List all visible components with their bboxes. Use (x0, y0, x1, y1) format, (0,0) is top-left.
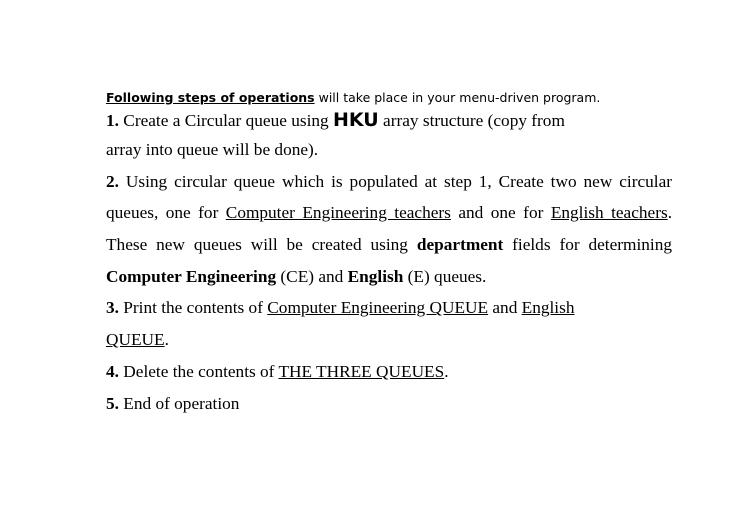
step2-text-a: Using circular queue which is populated at step 1, Create two new circular (118, 171, 672, 191)
step3-text-c: . (164, 330, 169, 350)
step1-line2 (106, 134, 672, 166)
step2-line1 (106, 166, 672, 198)
step2-line4 (106, 261, 672, 293)
step2-number: 2. (106, 171, 119, 191)
document-body (106, 89, 672, 419)
step1-line1 (106, 106, 672, 134)
step2-line2 (106, 197, 672, 229)
step1-number: 1. (106, 111, 119, 130)
english-word-link: English (521, 298, 575, 318)
step2-text-c: and one for (450, 203, 551, 223)
step2-text-h: (E) queues. (403, 266, 487, 286)
step1-text-c: array into queue will be done). (106, 140, 319, 159)
step5-number: 5. (106, 393, 119, 413)
intro-rest: will take place in your menu-driven program. (314, 90, 601, 105)
department-term: department (416, 235, 504, 255)
ce-bold-term: Computer Engineering (106, 266, 277, 286)
english-bold-term: English (347, 266, 404, 286)
step2-text-g: (CE) and (276, 266, 348, 286)
ce-teachers-link: Computer Engineering teachers (225, 203, 451, 223)
step1-text-b: array structure (copy from (378, 111, 565, 130)
step5-line (106, 388, 672, 420)
step2-line3 (106, 229, 672, 261)
step5-text-a: End of operation (118, 393, 240, 413)
hku-term: HKU (333, 109, 379, 131)
step4-number: 4. (106, 361, 119, 381)
step3-text-b: and (488, 298, 522, 318)
step3-line2 (106, 324, 672, 356)
step4-line (106, 356, 672, 388)
english-teachers-link: English teachers (550, 203, 668, 223)
step4-text-a: Delete the contents of (118, 361, 279, 381)
queue-word-link: QUEUE (106, 330, 165, 350)
three-queues-link: THE THREE QUEUES (278, 361, 445, 381)
step1-text-a: Create a Circular queue using (118, 111, 333, 130)
step2-text-f: fields for determining (503, 235, 672, 255)
ce-queue-link: Computer Engineering QUEUE (267, 298, 489, 318)
step3-text-a: Print the contents of (118, 298, 268, 318)
step3-line1 (106, 292, 672, 324)
step2-text-d: . (667, 203, 673, 223)
intro-lead: Following steps of operations (106, 90, 315, 105)
step2-text-e: These new queues will be created using (106, 235, 417, 255)
intro-line (106, 89, 672, 106)
step4-text-b: . (444, 361, 449, 381)
step2-text-b: queues, one for (106, 203, 226, 223)
step3-number: 3. (106, 298, 119, 318)
